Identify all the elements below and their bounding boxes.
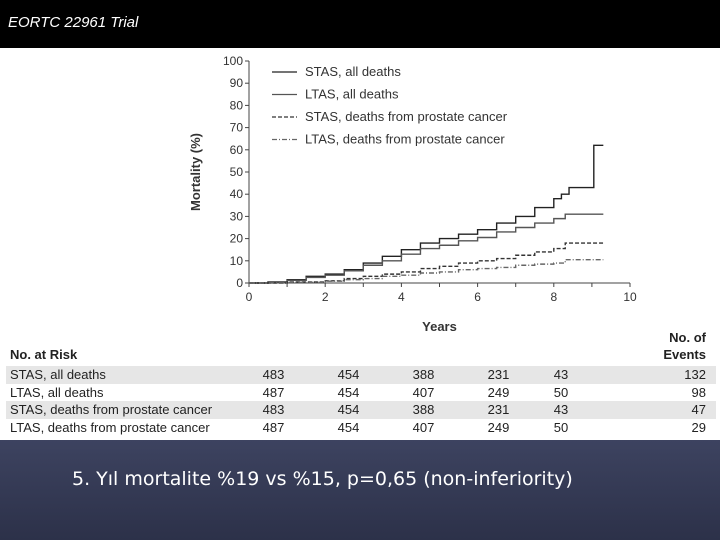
risk-count-cell: 454 xyxy=(337,384,360,400)
legend-label-3: STAS, deaths from prostate cancer xyxy=(305,109,508,124)
y-tick-label: 30 xyxy=(229,209,243,224)
risk-count-cell: 407 xyxy=(412,384,435,400)
risk-spacer-cell xyxy=(586,401,646,419)
risk-count-cell: 388 xyxy=(386,401,461,419)
risk-count-cell: 487 xyxy=(262,384,285,400)
x-tick-label: 10 xyxy=(623,290,637,304)
risk-count-cell: 454 xyxy=(337,419,360,435)
risk-count-cell: 454 xyxy=(311,366,386,384)
y-tick-label: 90 xyxy=(229,76,243,91)
risk-count-cell: 50 xyxy=(553,384,569,400)
risk-count-cell: 249 xyxy=(487,419,510,435)
legend-label-4: LTAS, deaths from prostate cancer xyxy=(305,131,505,147)
y-tick-label: 10 xyxy=(229,253,243,268)
risk-table-row xyxy=(6,366,716,384)
risk-count-cell: 454 xyxy=(311,401,386,419)
risk-table-row xyxy=(6,419,716,437)
risk-spacer-cell xyxy=(586,384,646,402)
legend-label-2: LTAS, all deaths xyxy=(305,86,399,102)
risk-count-cell: 43 xyxy=(536,366,586,384)
events-count-cell: 47 xyxy=(646,401,716,419)
x-axis-label: Years xyxy=(422,319,457,334)
y-tick-label: 50 xyxy=(229,165,243,179)
x-tick-label: 2 xyxy=(321,290,329,304)
risk-spacer-cell xyxy=(586,419,646,437)
y-tick-label: 70 xyxy=(229,120,243,135)
y-tick-label: 0 xyxy=(236,276,243,290)
slide-footer xyxy=(0,440,720,540)
risk-row-label: STAS, deaths from prostate cancer xyxy=(6,401,236,419)
events-header-line2: Events xyxy=(663,347,706,362)
risk-count-cell: 483 xyxy=(236,401,311,419)
risk-count-cell: 388 xyxy=(386,366,461,384)
risk-row-label: LTAS, deaths from prostate cancer xyxy=(10,419,210,435)
x-tick-label: 4 xyxy=(398,290,405,304)
risk-spacer-cell xyxy=(586,366,646,384)
y-tick-label: 40 xyxy=(229,187,243,202)
footer-summary: 5. Yıl mortalite %19 vs %15, p=0,65 (non-inferiority) xyxy=(72,468,573,490)
slide-title: EORTC 22961 Trial xyxy=(8,14,139,31)
risk-row-label: LTAS, all deaths xyxy=(10,384,104,400)
risk-count-cell: 231 xyxy=(461,366,536,384)
risk-count-cell: 231 xyxy=(461,401,536,419)
risk-table-row xyxy=(6,384,716,402)
legend-label-1: STAS, all deaths xyxy=(305,64,401,79)
risk-count-cell: 407 xyxy=(412,419,435,435)
events-count-cell: 29 xyxy=(691,419,706,435)
risk-count-cell: 50 xyxy=(553,419,569,435)
risk-table-row xyxy=(6,401,716,419)
risk-count-cell: 483 xyxy=(236,366,311,384)
y-axis-label: Mortality (%) xyxy=(188,133,203,211)
risk-count-cell: 487 xyxy=(262,419,285,435)
risk-count-cell: 249 xyxy=(487,384,510,400)
events-header-line1: No. of xyxy=(669,330,706,345)
y-tick-label: 100 xyxy=(222,54,243,68)
x-tick-label: 0 xyxy=(245,290,253,304)
risk-row-label: STAS, all deaths xyxy=(6,366,236,384)
y-tick-label: 80 xyxy=(229,98,243,113)
slide-header xyxy=(0,0,720,48)
events-header xyxy=(663,329,706,363)
x-tick-label: 6 xyxy=(474,290,481,304)
series-line-1 xyxy=(249,145,603,283)
events-count-cell: 132 xyxy=(646,366,716,384)
risk-table-title: No. at Risk xyxy=(10,347,78,362)
y-tick-label: 60 xyxy=(229,142,243,157)
x-tick-label: 8 xyxy=(550,290,558,304)
mortality-chart xyxy=(0,48,720,338)
risk-count-cell: 43 xyxy=(536,401,586,419)
y-tick-label: 20 xyxy=(229,231,243,246)
events-count-cell: 98 xyxy=(691,384,706,400)
risk-table xyxy=(6,366,716,436)
